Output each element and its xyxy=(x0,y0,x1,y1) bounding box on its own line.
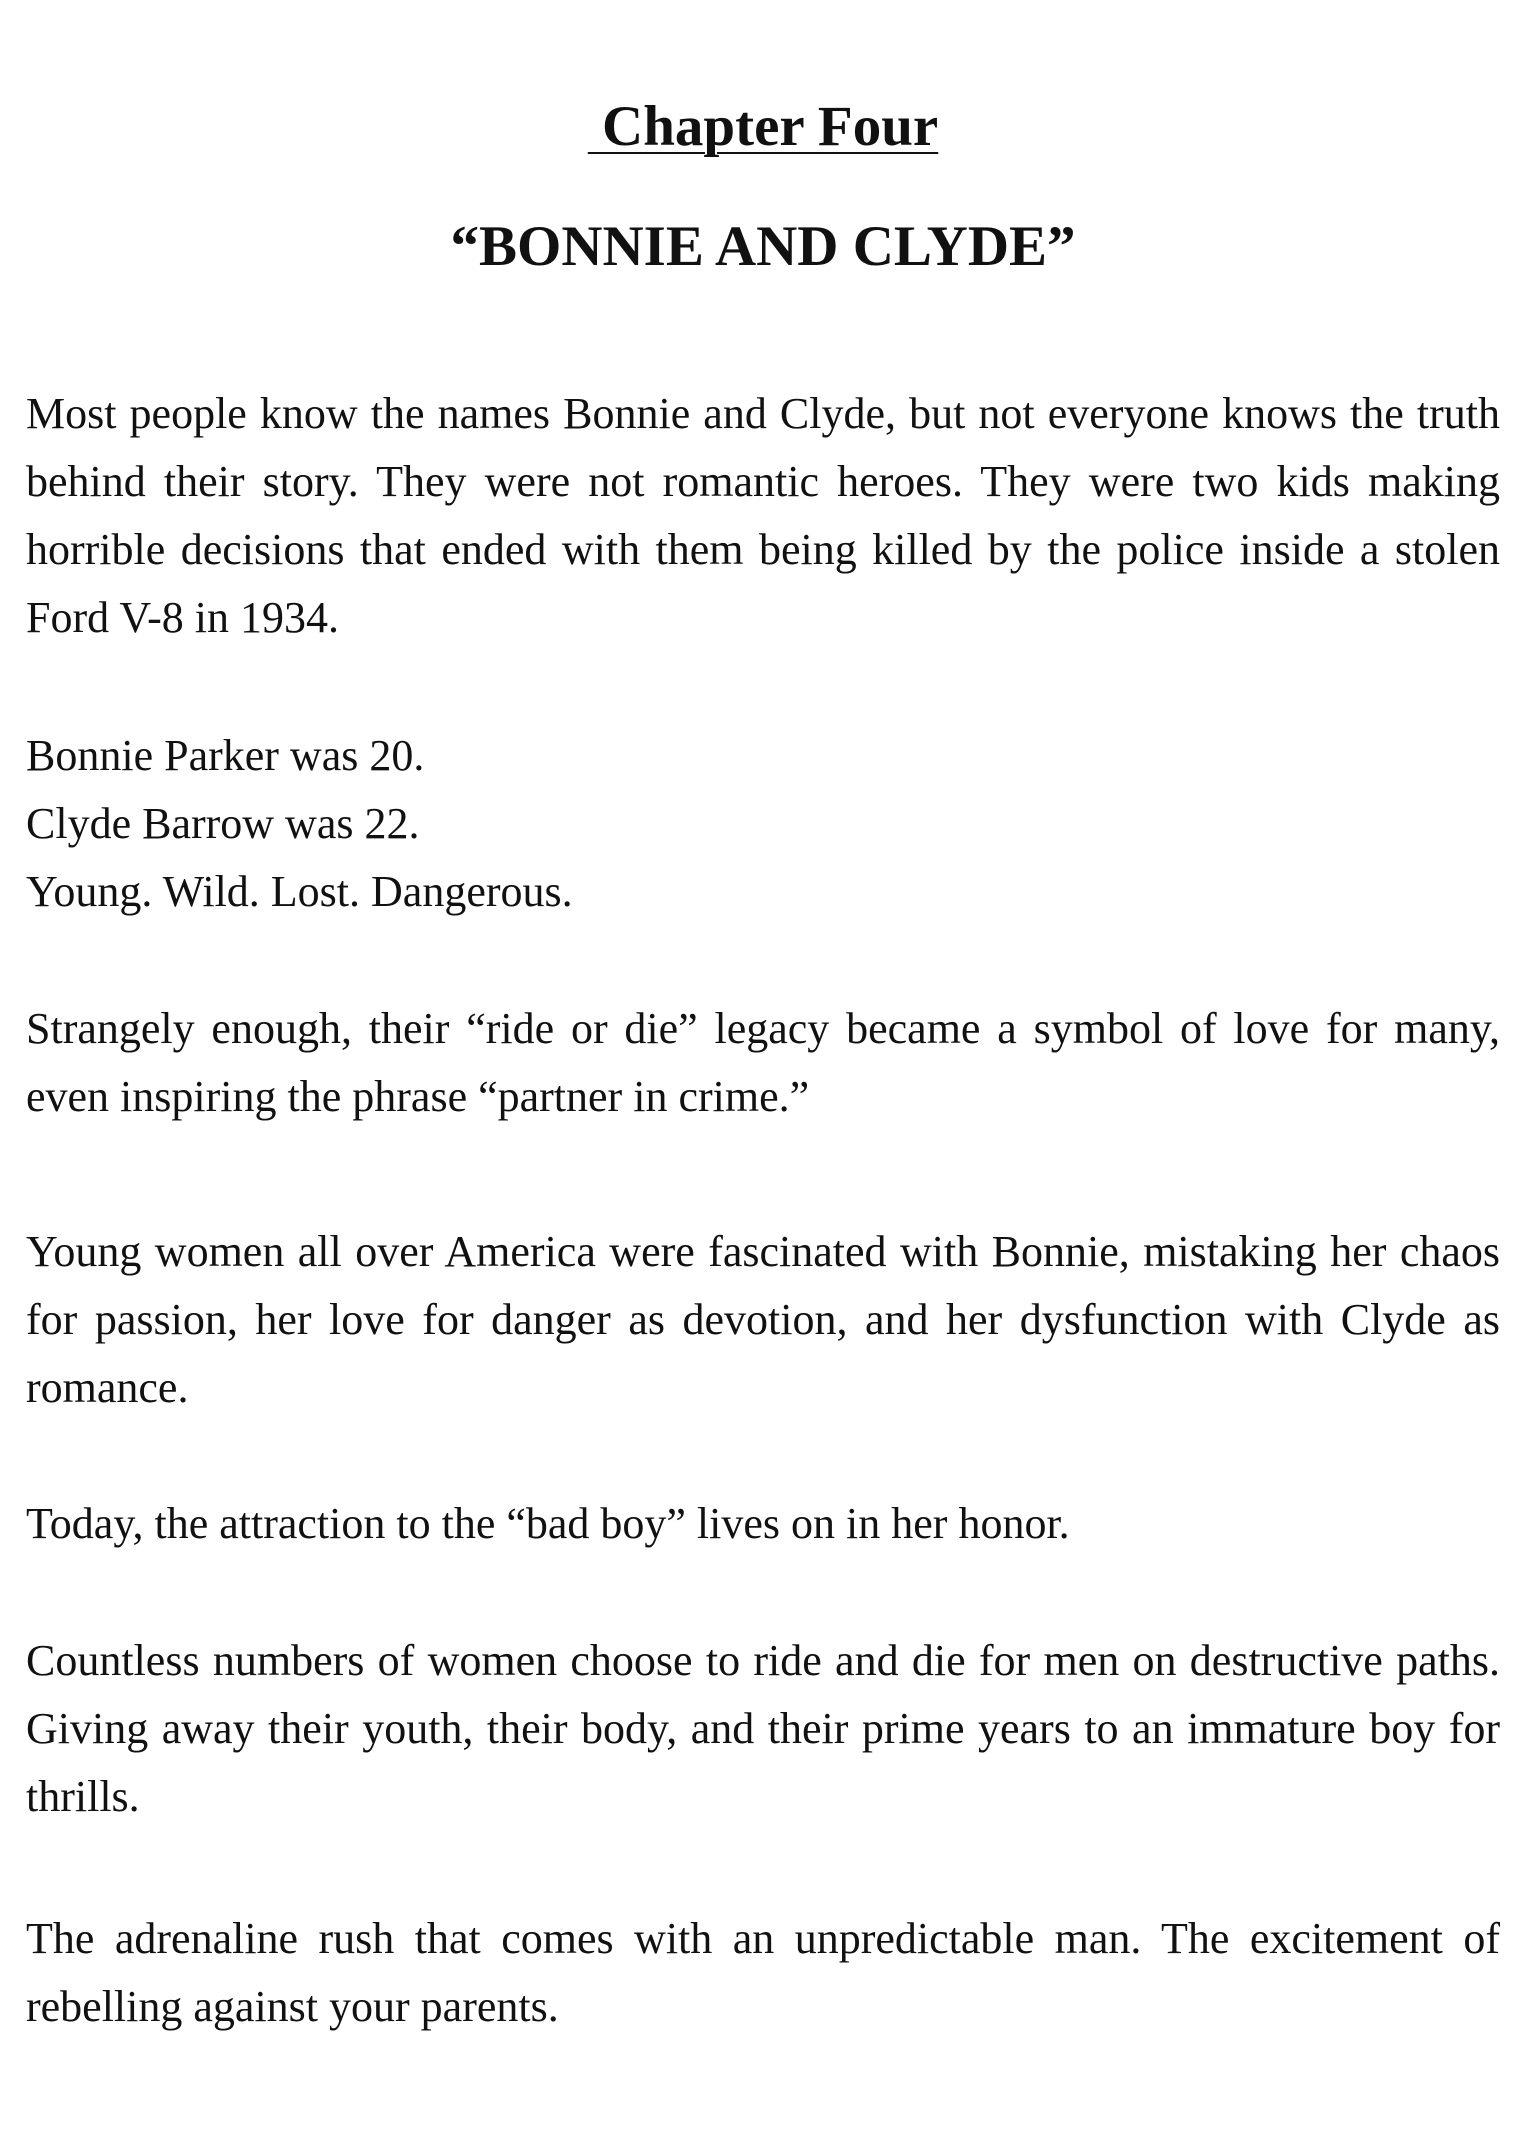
paragraph-legacy: Strangely enough, their “ride or die” legacy became a symbol of love for many, even inspiring the phrase “partner in crime.” xyxy=(26,1004,1500,1121)
chapter-label-text: Chapter Four xyxy=(587,95,939,158)
chapter-title: “BONNIE AND CLYDE” xyxy=(450,215,1076,278)
facts-block xyxy=(26,722,1500,926)
paragraph-countless-women: Countless numbers of women choose to ride and die for men on destructive paths. Giving away their youth, their body, and their prime years to an immature boy for thrills. xyxy=(26,1636,1500,1821)
fact-line-bonnie: Bonnie Parker was 20. xyxy=(26,731,425,780)
paragraph-adrenaline: The adrenaline rush that comes with an unpredictable man. The excitement of rebelling against your parents. xyxy=(26,1914,1500,2031)
paragraph-intro: Most people know the names Bonnie and Clyde, but not everyone knows the truth behind their story. They were not romantic heroes. They were two kids making horrible decisions that ended with them being killed by the police inside a stolen Ford V-8 in 1934. xyxy=(26,389,1500,642)
fact-line-clyde: Clyde Barrow was 22. xyxy=(26,799,420,848)
fact-line-summary: Young. Wild. Lost. Dangerous. xyxy=(26,867,573,916)
paragraph-bad-boy: Today, the attraction to the “bad boy” lives on in her honor. xyxy=(26,1499,1070,1548)
paragraph-young-women: Young women all over America were fascinated with Bonnie, mistaking her chaos for passion, her love for danger as devotion, and her dysfunction with Clyde as romance. xyxy=(26,1227,1500,1412)
chapter-label xyxy=(26,92,1500,162)
